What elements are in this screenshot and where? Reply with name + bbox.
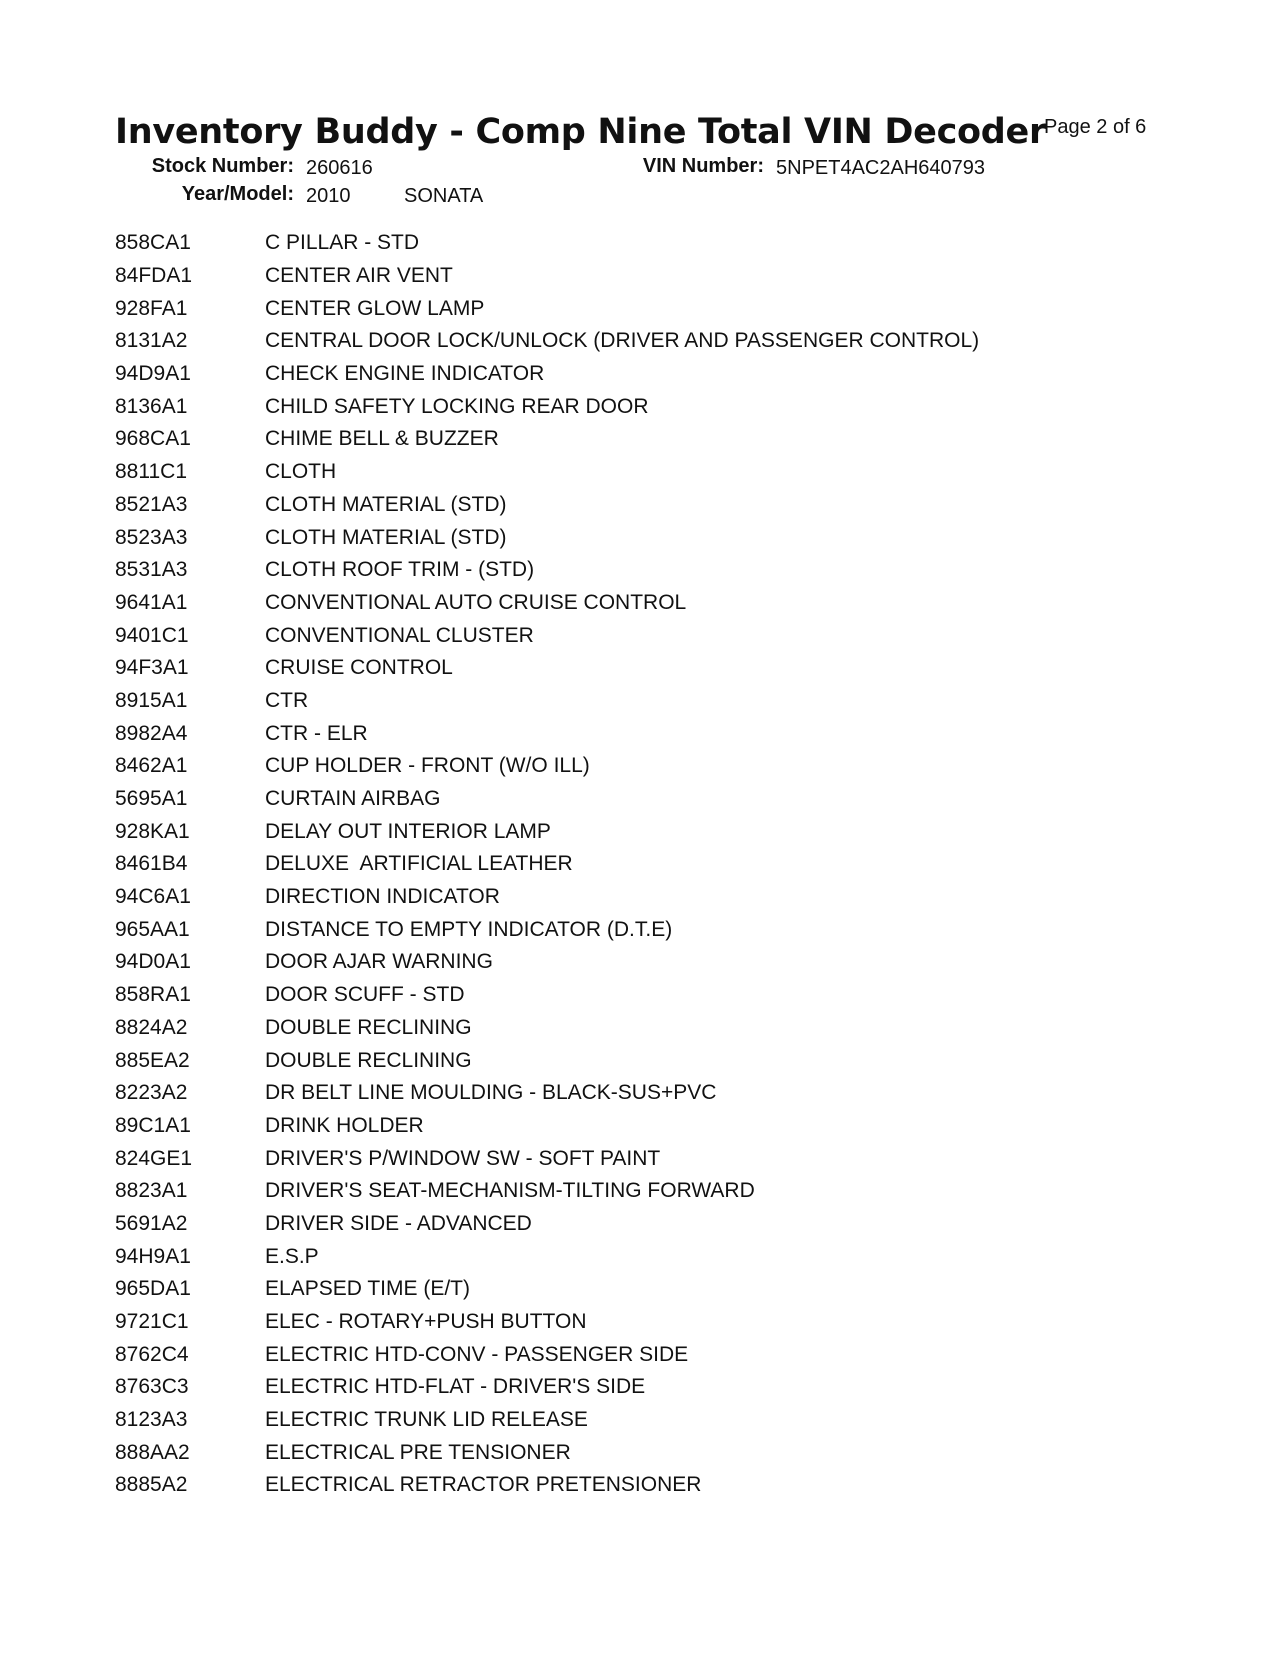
option-description: CTR - ELR	[265, 721, 368, 745]
option-description: CRUISE CONTROL	[265, 656, 453, 680]
option-code: 5695A1	[115, 787, 188, 811]
option-row	[115, 260, 1175, 293]
option-description: CHIME BELL & BUZZER	[265, 427, 499, 451]
option-row	[115, 521, 1175, 554]
option-description: DELUXE ARTIFICIAL LEATHER	[265, 852, 573, 876]
option-description: ELECTRICAL RETRACTOR PRETENSIONER	[265, 1473, 702, 1497]
option-description: E.S.P	[265, 1244, 319, 1268]
option-code: 8223A2	[115, 1081, 188, 1105]
option-row	[115, 292, 1175, 325]
option-code: 8915A1	[115, 688, 188, 712]
option-row	[115, 946, 1175, 979]
option-row	[115, 848, 1175, 881]
option-description: CLOTH MATERIAL (STD)	[265, 525, 507, 549]
option-code: 94D9A1	[115, 362, 191, 386]
option-row	[115, 456, 1175, 489]
option-code: 8136A1	[115, 394, 188, 418]
stock-number-value: 260616	[306, 157, 373, 179]
option-description: DOUBLE RECLINING	[265, 1048, 472, 1072]
option-row	[115, 1469, 1175, 1502]
option-description: CTR	[265, 688, 309, 712]
option-description: DRIVER'S SEAT-MECHANISM-TILTING FORWARD	[265, 1179, 755, 1203]
option-row	[115, 619, 1175, 652]
option-code: 858RA1	[115, 983, 191, 1007]
option-code: 858CA1	[115, 231, 191, 255]
option-code: 8521A3	[115, 492, 188, 516]
option-description: CENTER AIR VENT	[265, 264, 453, 288]
vin-number-value: 5NPET4AC2AH640793	[776, 157, 986, 179]
option-description: CENTER GLOW LAMP	[265, 296, 485, 320]
option-description: DISTANCE TO EMPTY INDICATOR (D.T.E)	[265, 917, 673, 941]
option-description: DOOR SCUFF - STD	[265, 983, 465, 1007]
option-row	[115, 1175, 1175, 1208]
option-row	[115, 913, 1175, 946]
option-code: 928FA1	[115, 296, 188, 320]
option-code: 8824A2	[115, 1015, 188, 1039]
vin-number-label: VIN Number:	[642, 155, 764, 177]
option-code: 8763C3	[115, 1375, 189, 1399]
option-row	[115, 1142, 1175, 1175]
option-list	[115, 227, 1175, 1502]
option-row	[115, 358, 1175, 391]
option-description: CONVENTIONAL CLUSTER	[265, 623, 534, 647]
option-row	[115, 652, 1175, 685]
option-code: 8982A4	[115, 721, 188, 745]
option-description: DRIVER SIDE - ADVANCED	[265, 1211, 532, 1235]
option-code: 968CA1	[115, 427, 191, 451]
option-code: 8462A1	[115, 754, 188, 778]
option-row	[115, 227, 1175, 260]
option-row	[115, 1404, 1175, 1437]
option-code: 94H9A1	[115, 1244, 191, 1268]
option-row	[115, 1208, 1175, 1241]
option-description: DR BELT LINE MOULDING - BLACK-SUS+PVC	[265, 1081, 717, 1105]
option-description: CLOTH	[265, 460, 337, 484]
option-description: DRIVER'S P/WINDOW SW - SOFT PAINT	[265, 1146, 661, 1170]
option-code: 928KA1	[115, 819, 190, 843]
option-row	[115, 554, 1175, 587]
option-row	[115, 717, 1175, 750]
page-title: Inventory Buddy - Comp Nine Total VIN Decoder	[115, 112, 1046, 152]
option-description: DIRECTION INDICATOR	[265, 885, 500, 909]
model-value: SONATA	[404, 185, 484, 207]
option-code: 8131A2	[115, 329, 188, 353]
option-description: DELAY OUT INTERIOR LAMP	[265, 819, 551, 843]
option-code: 888AA2	[115, 1440, 190, 1464]
option-code: 8762C4	[115, 1342, 189, 1366]
option-row	[115, 881, 1175, 914]
option-description: CURTAIN AIRBAG	[265, 787, 441, 811]
option-code: 94C6A1	[115, 885, 191, 909]
option-row	[115, 1240, 1175, 1273]
option-code: 9641A1	[115, 590, 188, 614]
option-row	[115, 1273, 1175, 1306]
option-description: ELECTRIC HTD-CONV - PASSENGER SIDE	[265, 1342, 689, 1366]
option-code: 8823A1	[115, 1179, 188, 1203]
option-row	[115, 489, 1175, 522]
option-code: 94F3A1	[115, 656, 189, 680]
option-code: 9721C1	[115, 1310, 189, 1334]
option-code: 824GE1	[115, 1146, 193, 1170]
option-row	[115, 979, 1175, 1012]
option-code: 8531A3	[115, 558, 188, 582]
option-description: ELECTRICAL PRE TENSIONER	[265, 1440, 571, 1464]
option-code: 8885A2	[115, 1473, 188, 1497]
option-row	[115, 685, 1175, 718]
option-row	[115, 1306, 1175, 1339]
option-description: CUP HOLDER - FRONT (W/O ILL)	[265, 754, 590, 778]
option-row	[115, 1338, 1175, 1371]
option-description: CENTRAL DOOR LOCK/UNLOCK (DRIVER AND PASSENGER CONTROL)	[265, 329, 980, 353]
year-value: 2010	[306, 185, 351, 207]
option-row	[115, 783, 1175, 816]
option-description: DOUBLE RECLINING	[265, 1015, 472, 1039]
option-code: 8123A3	[115, 1408, 188, 1432]
option-row	[115, 1044, 1175, 1077]
option-code: 8811C1	[115, 460, 188, 484]
option-row	[115, 390, 1175, 423]
page-indicator: Page 2 of 6	[1044, 116, 1147, 138]
option-description: DRINK HOLDER	[265, 1113, 424, 1137]
option-code: 9401C1	[115, 623, 189, 647]
option-row	[115, 1371, 1175, 1404]
option-row	[115, 750, 1175, 783]
option-row	[115, 1110, 1175, 1143]
option-code: 84FDA1	[115, 264, 193, 288]
option-row	[115, 1077, 1175, 1110]
option-code: 89C1A1	[115, 1113, 191, 1137]
option-description: DOOR AJAR WARNING	[265, 950, 493, 974]
option-code: 8523A3	[115, 525, 188, 549]
option-row	[115, 815, 1175, 848]
option-description: ELECTRIC TRUNK LID RELEASE	[265, 1408, 588, 1432]
option-row	[115, 587, 1175, 620]
option-description: ELECTRIC HTD-FLAT - DRIVER'S SIDE	[265, 1375, 646, 1399]
option-description: C PILLAR - STD	[265, 231, 420, 255]
option-code: 94D0A1	[115, 950, 191, 974]
option-description: CHILD SAFETY LOCKING REAR DOOR	[265, 394, 649, 418]
option-row	[115, 325, 1175, 358]
stock-number-label: Stock Number:	[151, 155, 294, 177]
option-code: 965DA1	[115, 1277, 191, 1301]
option-description: CHECK ENGINE INDICATOR	[265, 362, 545, 386]
option-code: 5691A2	[115, 1211, 188, 1235]
option-code: 8461B4	[115, 852, 188, 876]
option-row	[115, 423, 1175, 456]
option-code: 965AA1	[115, 917, 190, 941]
option-description: CLOTH ROOF TRIM - (STD)	[265, 558, 535, 582]
year-model-label: Year/Model:	[181, 183, 294, 205]
option-row	[115, 1436, 1175, 1469]
option-row	[115, 1012, 1175, 1045]
option-description: ELAPSED TIME (E/T)	[265, 1277, 470, 1301]
option-description: ELEC - ROTARY+PUSH BUTTON	[265, 1310, 587, 1334]
option-description: CLOTH MATERIAL (STD)	[265, 492, 507, 516]
option-code: 885EA2	[115, 1048, 190, 1072]
option-description: CONVENTIONAL AUTO CRUISE CONTROL	[265, 590, 687, 614]
